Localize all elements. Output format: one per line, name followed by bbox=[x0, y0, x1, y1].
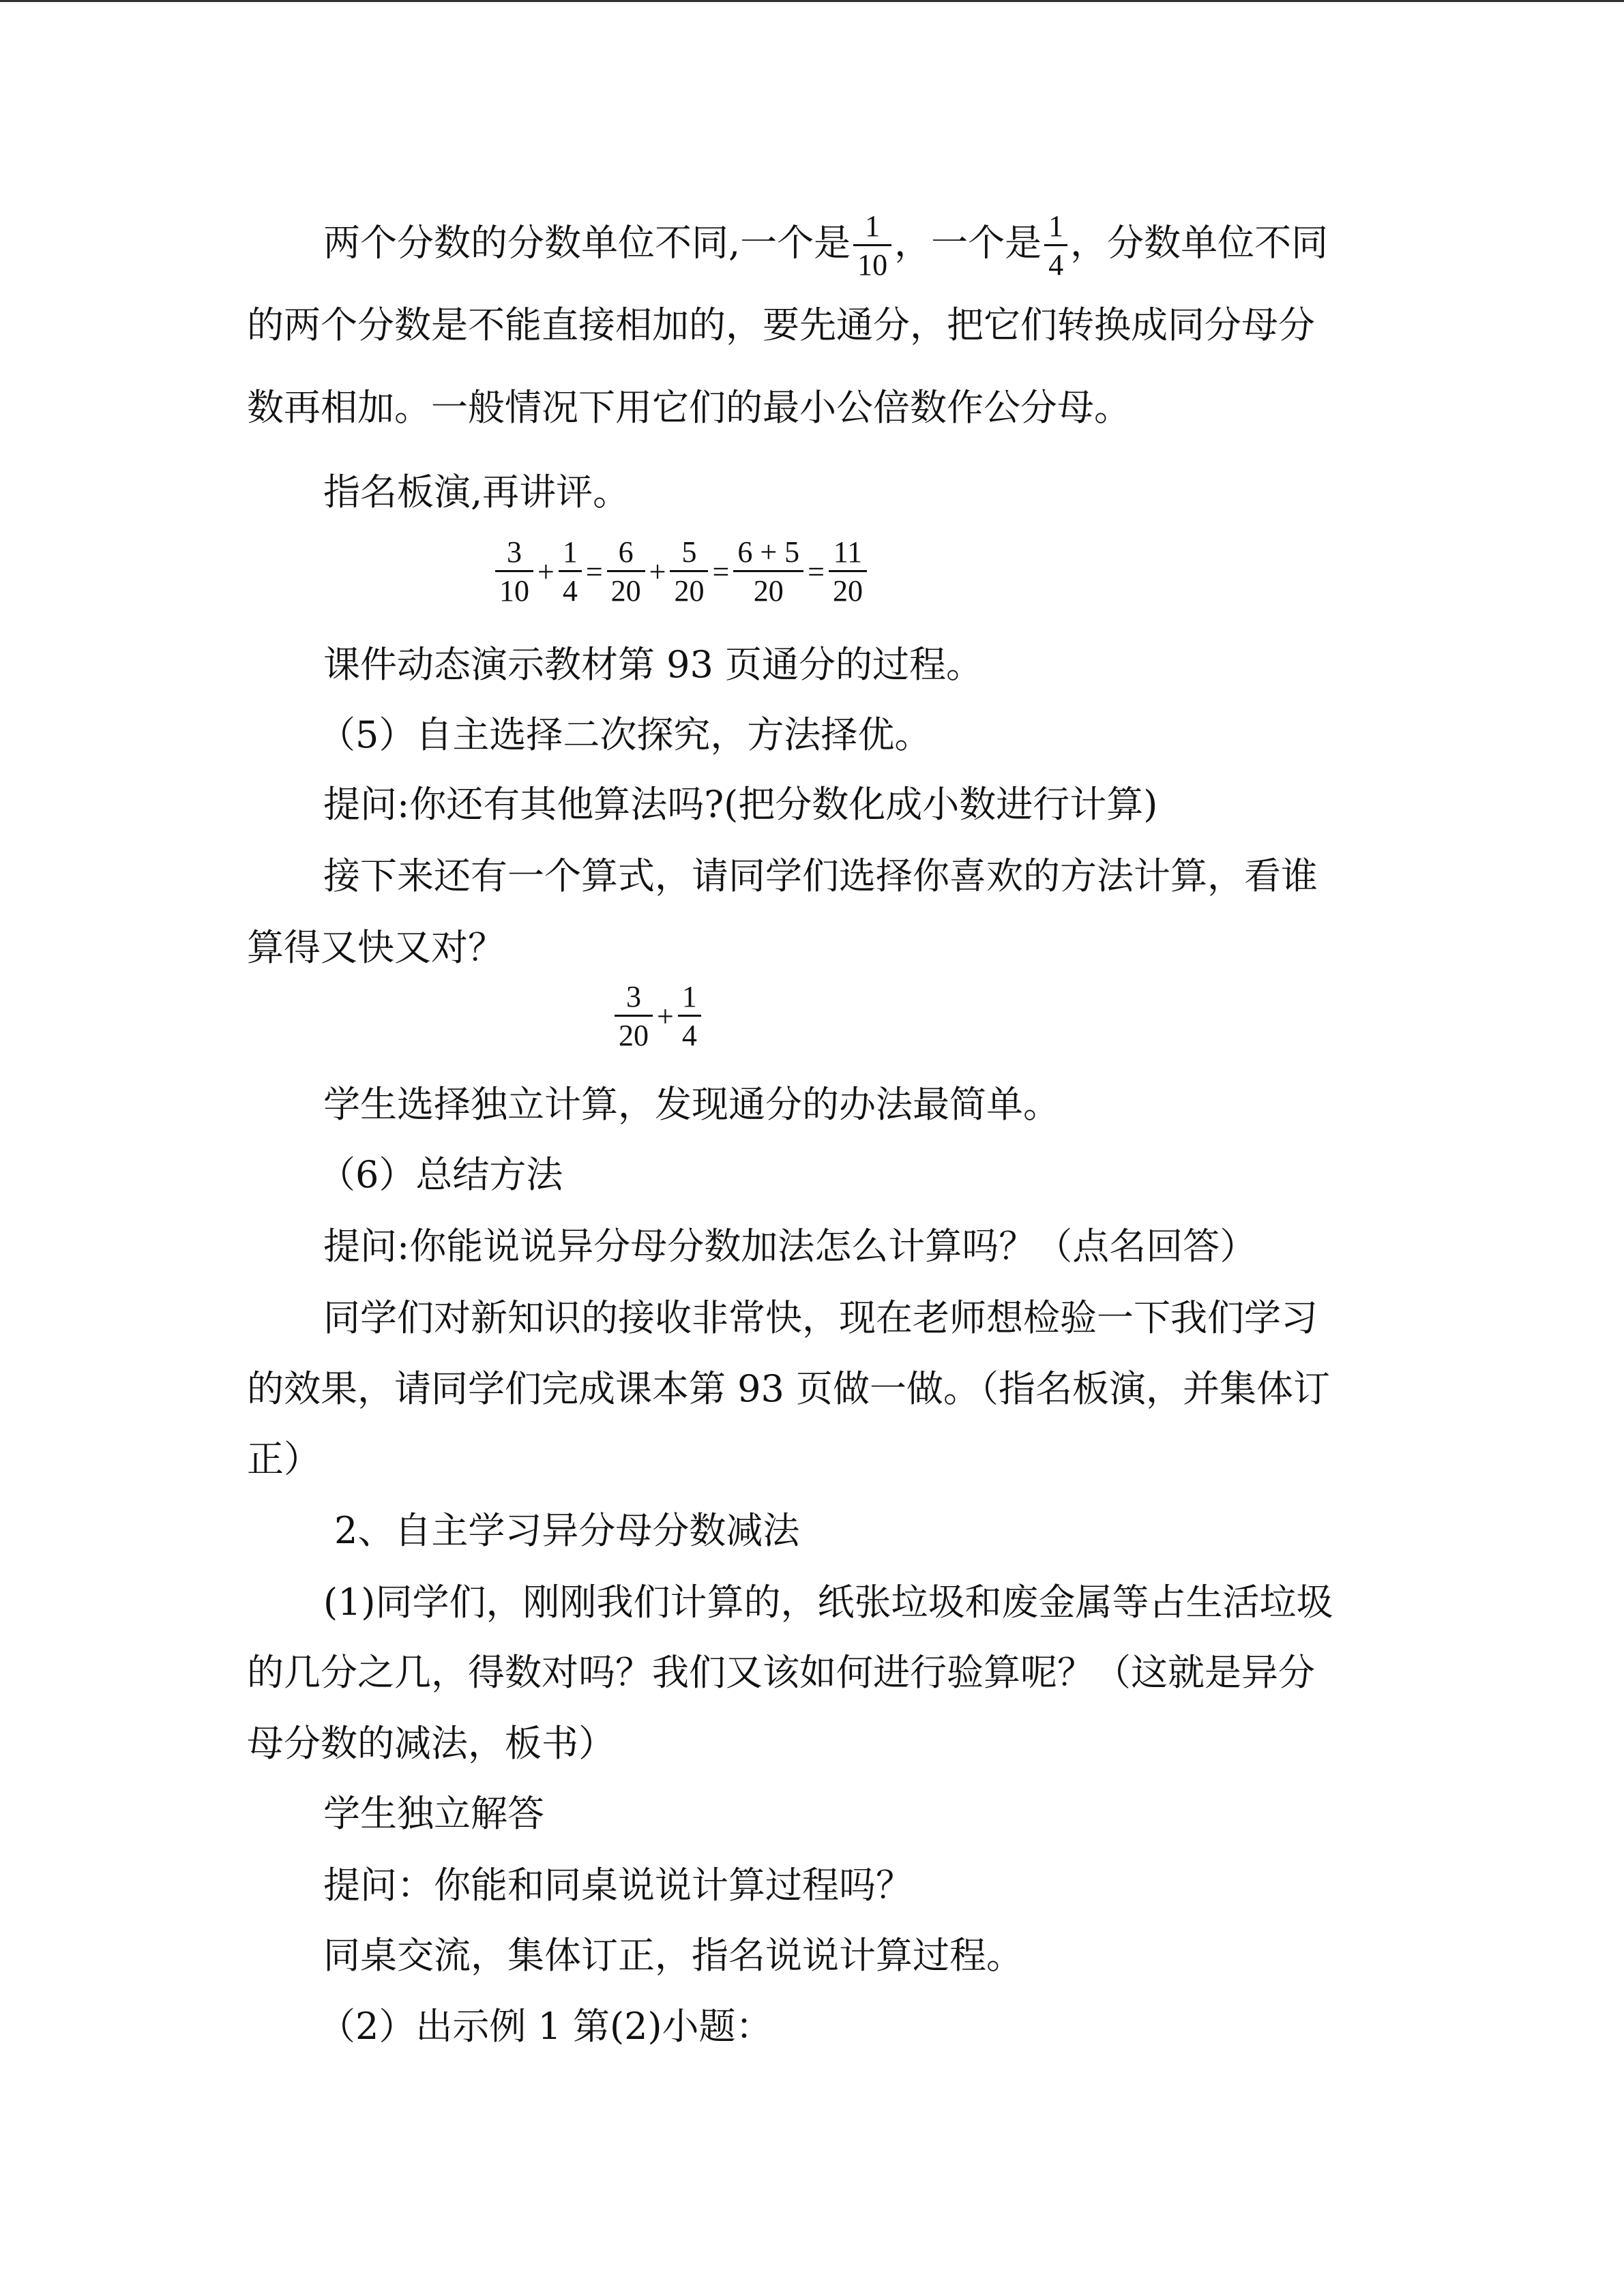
check-line1: 同学们对新知识的接收非常快，现在老师想检验一下我们学习 bbox=[323, 1296, 1318, 1339]
para1-lead-text: 两个分数的分数单位不同,一个是 bbox=[323, 221, 851, 265]
sub1-line3: 母分数的减法，板书） bbox=[247, 1722, 615, 1765]
page-top-border bbox=[0, 0, 1624, 2]
next-expression-line2: 算得又快又对？ bbox=[247, 926, 505, 969]
check-line3: 正） bbox=[247, 1437, 321, 1480]
eq2-fraction-b: $\frac{1}{4}$ bbox=[678, 982, 701, 1051]
equation-addition bbox=[492, 537, 870, 606]
student-choice-line: 学生选择独立计算，发现通分的办法最简单。 bbox=[323, 1083, 1060, 1126]
step6-heading: （6）总结方法 bbox=[319, 1153, 563, 1196]
para1-line3: 数再相加。一般情况下用它们的最小公倍数作公分母。 bbox=[247, 386, 1131, 429]
step5-heading: （5）自主选择二次探究，方法择优。 bbox=[319, 713, 932, 756]
board-note: 指名板演,再讲评。 bbox=[323, 471, 630, 513]
equals-sign: = bbox=[585, 555, 603, 588]
equals-sign: = bbox=[808, 555, 825, 588]
eq1-fraction-e: $\frac{6 + 5}{20}$ bbox=[733, 537, 803, 606]
sub1-line2: 的几分之几，得数对吗？我们又该如何进行验算呢？（这就是异分 bbox=[247, 1651, 1315, 1694]
question-line-1: 提问:你还有其他算法吗?(把分数化成小数进行计算) bbox=[323, 783, 1158, 826]
para1-tail-text: ，分数单位不同 bbox=[1070, 221, 1329, 265]
eq1-fraction-b: $\frac{1}{4}$ bbox=[559, 537, 582, 606]
sub1-line1: (1)同学们，刚刚我们计算的，纸张垃圾和废金属等占生活垃圾 bbox=[323, 1581, 1333, 1624]
plus-sign: + bbox=[649, 555, 666, 588]
independent-line: 学生独立解答 bbox=[323, 1792, 544, 1835]
para1-line1 bbox=[323, 211, 1328, 280]
question-line-3: 提问：你能和同桌说说计算过程吗？ bbox=[323, 1864, 913, 1907]
check-line2: 的效果，请同学们完成课本第 93 页做一做。（指名板演，并集体订 bbox=[247, 1367, 1331, 1410]
plus-sign: + bbox=[657, 1000, 674, 1033]
courseware-line: 课件动态演示教材第 93 页通分的过程。 bbox=[323, 643, 984, 686]
eq1-fraction-d: $\frac{5}{20}$ bbox=[670, 537, 708, 606]
eq2-fraction-a: $\frac{3}{20}$ bbox=[615, 982, 653, 1051]
para1-mid-text: ，一个是 bbox=[894, 221, 1042, 265]
eq1-fraction-c: $\frac{6}{20}$ bbox=[607, 537, 645, 606]
next-expression-line1: 接下来还有一个算式，请同学们选择你喜欢的方法计算，看谁 bbox=[323, 854, 1318, 897]
sub2-line: （2）出示例 1 第(2)小题： bbox=[319, 2005, 773, 2048]
eq1-fraction-f: $\frac{11}{20}$ bbox=[829, 537, 867, 606]
section2-heading: 2、自主学习异分母分数减法 bbox=[334, 1509, 800, 1552]
plus-sign: + bbox=[537, 555, 555, 588]
equals-sign: = bbox=[712, 555, 730, 588]
fraction-one-tenth: $\frac{1}{10}$ bbox=[853, 211, 891, 280]
equation-exercise bbox=[612, 982, 704, 1051]
question-line-2: 提问:你能说说异分母分数加法怎么计算吗？（点名回答） bbox=[323, 1225, 1257, 1268]
para1-line2: 的两个分数是不能直接相加的，要先通分，把它们转换成同分母分 bbox=[247, 303, 1315, 346]
eq1-fraction-a: $\frac{3}{10}$ bbox=[495, 537, 533, 606]
fraction-one-quarter: $\frac{1}{4}$ bbox=[1044, 211, 1067, 280]
exchange-line: 同桌交流，集体订正，指名说说计算过程。 bbox=[323, 1934, 1023, 1977]
